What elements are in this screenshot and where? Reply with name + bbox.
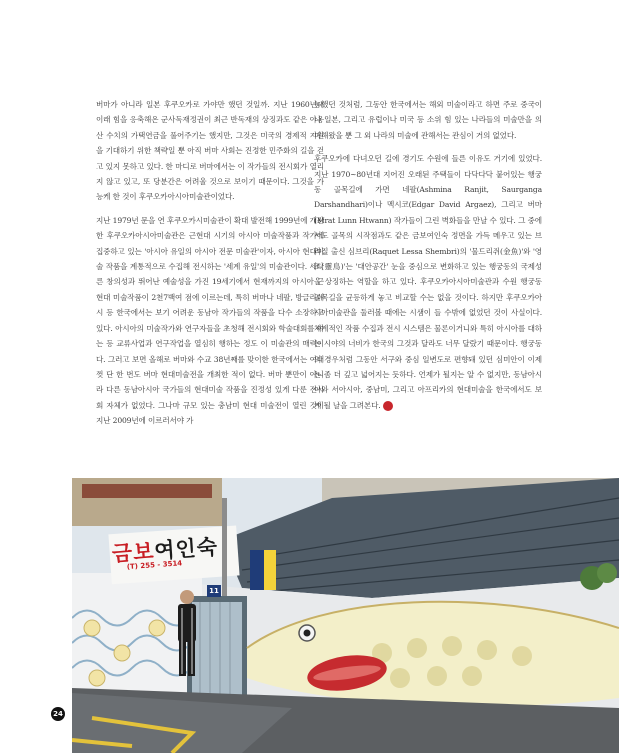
page-number: 24 [51,707,65,721]
article-column-right [314,97,542,421]
inn-sign-name-red: 금보 [111,539,156,567]
house-number-plate: 11 [207,585,221,597]
paragraph: 지난 1979년 문을 연 후쿠오카시미술관이 확대 발전해 1999년에 개관한 후쿠오카아시아미술관은 근현대 시기의 아시아 미술작품과 작가에 집중하고 있는 '아시아 유일의 아시아 전문 미술관'이자, 아시아 현대미술 작품을 계통적으로 수집해 전시하는 '세계 유일'의 미술관이다. 세다른 창의성과 뛰어난 예술성을 가진 19세기에서 현재까지의 아시아 근현대 미술작품이 2천7백여 점에 이르는데, 특히 버마나 네팔, 방글라데시 등 한국에서는 보기 어려운 동남아 작가들의 작품을 다수 소장하고 있다. 아시아의 미술작가와 연구자들을 초청해 전시회와 학술대회를 여는 등 교류사업과 연구작업을 열심히 행하는 정도 이 미술관의 매력이다. 그러고 보면 올해로 버마와 수교 38년째를 맞이한 한국에서는 여태껏 단 한 번도 버마 현대미술전을 개최한 적이 없다. 버마 뿐만이 아니라 다른 동남아시아 국가들의 현대미술 작품을 진정성 있게 다룬 전시회 자체가 없었다. 그나마 규모 있는 충남미 현대 미술전이 열린 것이 지난 2009년에 이르러서야 가 [96,215,325,426]
paragraph-text: 후쿠오카에 다녀오던 길에 경기도 수원에 들른 이유도 거기에 있었다. 지난 1970~80년대 지어진 오래된 주택들이 다닥다닥 붙어있는 행궁동 골목길에 가면 네팔(Ashmina Ranjit, Saurganga Darshandhari)이나 멕시코(Edgar David Argaez), 그리고 버마(Mrat Lunn Htwann) 작가들이 그린 벽화들을 만날 수 있다. 그 중에서도 골목의 시작점과도 같은 금보여인숙 정면을 가득 메우고 있는 브라질 출신 심브리(Raquet Lessa Shembri)의 '물드리쥐(金魚)'와 '영조(靈鳥)'는 '대안공간' 눈을 중심으로 변화하고 있는 행궁동의 국제성을 상징하는 역할을 하고 있다. 후쿠오카아시아미술관과 수원 행궁동 골목길을 균등하게 놓고 비교할 수는 없을 것이다. 하지만 후쿠오카아시아미술관을 둘러볼 때에는 시샘이 들 수밖에 없었던 것이 사실이다. 체계적인 작품 수집과 전시 시스템은 물론이거니와 특히 아시아를 대하는 시야의 너비가 한국의 그것과 달라도 너무 달랐기 때문이다. 행궁동의 경우처럼 그동안 서구와 중심 일변도로 편향돼 있던 심미안이 이제는 좀 더 깊고 넓어지는 듯하다. 언제가 될지는 알 수 없지만, 동남아시아와 서아시아, 중남미, 그리고 아프리카의 현대미술을 한국에서도 보게 될 날을 그려본다. [314,154,542,410]
paragraph: 버마가 아니라 일본 후쿠오카로 가야만 했던 것일까. 지난 1960년대 이래 힘을 응축해온 군사독재정권이 최근 반독재의 상징과도 같은 아웅산 수치의 가택연금을 풀어주기는 했지만, 그것은 미국의 경제적 지원을 기대하기 위한 책략일 뿐 아직 버마 사회는 진정한 민주화의 길을 걷고 있지 못하고 있다. 한 마디로 버마에서는 이 작가들의 전시회가 열리지 않고 있고, 또 당분간은 어려울 것으로 보이기 때문이다. 그것을 가능케 한 것이 후쿠오카아시아미술관이었다. [96,100,324,202]
paragraph [314,151,542,413]
inn-sign-name-dark: 여인숙 [153,534,219,564]
inn-sign [111,530,232,578]
paragraph: 능했던 것처럼, 그동안 한국에서는 해외 미술이라고 하면 주로 중국이나 일본, 그리고 유럽이나 미국 등 소위 힘 있는 나라들의 미술만을 의미해왔을 뿐 그 외 나라의 미술에 관해서는 관심이 거의 없었다. [314,100,542,140]
inn-sign-phone: (T) 255 - 3514 [126,559,183,572]
street-mural-photo [72,478,619,753]
end-mark-icon [383,401,393,411]
article-column-left [96,97,324,437]
